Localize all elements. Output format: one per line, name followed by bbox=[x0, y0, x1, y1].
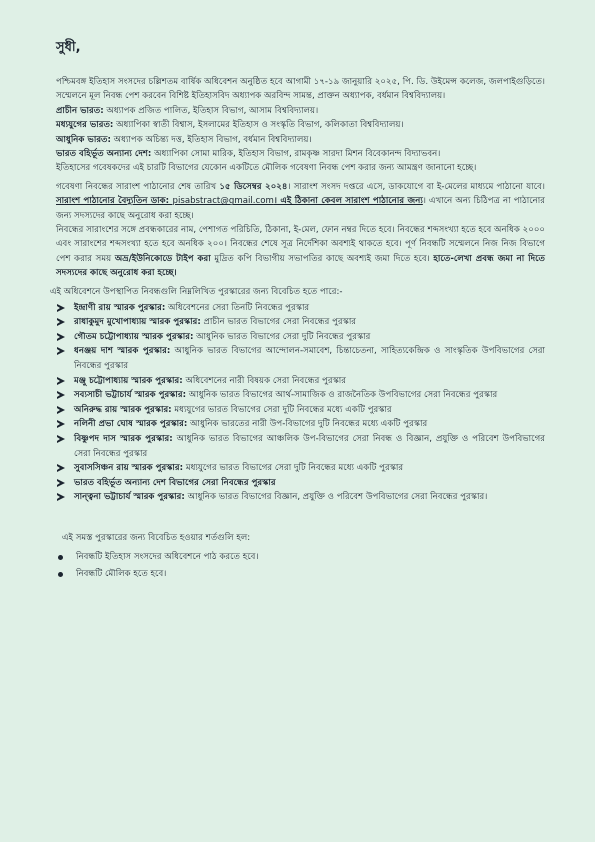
arrow-bullet-icon bbox=[57, 464, 65, 472]
guidelines-text: মুদ্রিত কপি বিভাগীয় সভাপতির কাছে অবশ্যই জমা দিতে হবে। bbox=[210, 253, 434, 264]
email-link[interactable]: pisabstract@gmail.com bbox=[172, 196, 274, 207]
awards-list bbox=[56, 301, 545, 505]
award-item bbox=[56, 432, 545, 461]
conditions-title: এই সমস্ত পুরস্কারের জন্য বিবেচিত হওয়ার শর্তগুলি হল: bbox=[62, 533, 251, 543]
award-item bbox=[56, 330, 545, 345]
invitation-text: ইতিহাসের গবেষকদের এই চারটি বিভাগের যেকোন একটিতে মৌলিক গবেষণা নিবন্ধ পেশ করার জন্য আমন্ত্রণ জানানো হচ্ছে। bbox=[56, 163, 477, 174]
abstract-paragraph bbox=[56, 180, 545, 223]
award-desc: প্রাচীন ভারত বিভাগের সেরা নিবন্ধের পুরস্কার bbox=[200, 317, 357, 328]
arrow-bullet-icon bbox=[57, 333, 65, 341]
section-medieval bbox=[56, 118, 545, 132]
award-item bbox=[56, 374, 545, 389]
abstract-text: । এখানে অন্য চিঠিপত্র না পাঠানোর জন্য সদস্যদের কাছে অনুরোধ করা হচ্ছে। bbox=[56, 196, 546, 221]
award-desc: অধিবেশনের নারী বিষয়ক সেরা নিবন্ধের পুরস্কার bbox=[182, 375, 347, 386]
award-name: ধনঞ্জয় দাশ স্মারক পুরস্কার: bbox=[74, 346, 171, 357]
award-item bbox=[56, 344, 545, 373]
award-name: সুবাসসিঞ্চন রায় স্মারক পুরস্কার: bbox=[74, 463, 184, 474]
email-note: । এই ঠিকানা কেবল সারাংশ পাঠানোর জন্য bbox=[273, 196, 423, 207]
arrow-bullet-icon bbox=[57, 391, 65, 399]
condition-item bbox=[56, 549, 545, 566]
handwritten-notice: হাতে-লেখা প্রবন্ধ জমা না দিতে সদস্যদের কাছে অনুরোধ করা হচ্ছে। bbox=[56, 253, 546, 279]
award-desc: আধুনিক ভারত বিভাগের বিজ্ঞান, প্রযুক্তি ও পরিবেশ উপবিভাগের সেরা নিবন্ধের পুরস্কার। bbox=[184, 492, 488, 503]
section-chair: অধ্যাপিকা সোমা মারিক, ইতিহাস বিভাগ, রামকৃষ্ণ সারদা মিশন বিবেকানন্দ বিদ্যাভবন। bbox=[151, 149, 441, 160]
arrow-bullet-icon bbox=[57, 406, 65, 414]
award-item bbox=[56, 403, 545, 418]
condition-text: নিবন্ধটি ইতিহাস সংসদের অধিবেশনে পাঠ করতে হবে। bbox=[76, 552, 259, 562]
bullet-dot-icon bbox=[58, 572, 63, 577]
condition-text: নিবন্ধটি মৌলিক হতে হবে। bbox=[76, 569, 167, 579]
arrow-bullet-icon bbox=[57, 435, 65, 443]
award-name: সব্যসাচী ভট্টাচার্য স্মারক পুরস্কার: bbox=[74, 390, 187, 401]
section-ancient bbox=[56, 104, 545, 118]
abstract-text: । সারাংশ সংসদ দপ্তরে এসে, ডাকযোগে বা ই-মেলের মাধ্যমে পাঠানো যাবে। bbox=[287, 181, 545, 192]
abstract-text: গবেষণা নিবন্ধের সারাংশ পাঠানোর শেষ তারিখ bbox=[56, 181, 220, 192]
award-desc: আধুনিক ভারত বিভাগের আর্থ-সামাজিক ও রাজনৈতিক উপবিভাগের সেরা নিবন্ধের পুরস্কার bbox=[186, 390, 498, 401]
award-item bbox=[56, 476, 545, 491]
award-name: রাধাকুমুদ মুখোপাধ্যায় স্মারক পুরস্কার: bbox=[74, 317, 201, 328]
section-label: প্রাচীন ভারত: bbox=[56, 105, 104, 116]
award-desc: মধ্যযুগের ভারত বিভাগের সেরা দুটি নিবন্ধের মধ্যে একটি পুরস্কার bbox=[171, 404, 392, 415]
conditions-list bbox=[56, 549, 545, 583]
section-other-countries bbox=[56, 147, 545, 161]
award-name: অনিরুদ্ধ রায় স্মারক পুরস্কার: bbox=[74, 404, 172, 415]
salutation: সুধী, bbox=[56, 40, 81, 55]
section-label: মধ্যযুগের ভারত: bbox=[56, 120, 114, 131]
section-chair: অধ্যাপক অচিন্ত্য দত্ত, ইতিহাস বিভাগ, বর্ধমান বিশ্ববিদ্যালয়। bbox=[110, 134, 312, 145]
section-chair: অধ্যাপিকা স্বাতী বিশ্বাস, ইসলামের ইতিহাস ও সংস্কৃতি বিভাগ, কলিকাতা বিশ্ববিদ্যালয়। bbox=[113, 120, 404, 131]
award-name: ইন্দ্রাণী রায় স্মারক পুরস্কার: bbox=[74, 302, 166, 313]
arrow-bullet-icon bbox=[57, 377, 65, 385]
guidelines-text: নিবন্ধের সারাংশের সঙ্গে প্রবন্ধকারের নাম, পেশাগত পরিচিতি, ঠিকানা, ই-মেল, ফোন নম্বর দিতে হবে। নিবন্ধের শব্দসংখ্যা হতে হবে অনধিক ২০০০ এবং সারাংশের শব্দসংখ্যা হতে হবে অনধিক ২০০। নিবন্ধের শেষে সূত্র নির্দেশিকা অবশ্যই থাকতে হবে। পূর্ণ নিবন্ধটি সম্মেলনে নিজ নিজ বিভাগে পেশ করার সময় bbox=[56, 225, 545, 264]
typing-requirement: অভ্র/ইউনিকোডে টাইপ করা bbox=[114, 253, 211, 264]
award-item bbox=[56, 417, 545, 432]
intro-paragraph: পশ্চিমবঙ্গ ইতিহাস সংসদের চল্লিশতম বার্ষিক অধিবেশন অনুষ্ঠিত হবে আগামী ১৭-১৯ জানুয়ারি ২০২৫, পি. ডি. উইমেন্স কলেজ, জলপাইগুড়িতে। সম্মেলনে মূল নিবন্ধ পেশ করবেন বিশিষ্ট ইতিহাসবিদ অধ্যাপক অরবিন্দ সামন্ত, প্রাক্তন অধ্যাপক, বর্ধমান বিশ্ববিদ্যালয়। bbox=[56, 77, 545, 102]
arrow-bullet-icon bbox=[57, 420, 65, 428]
section-label: আধুনিক ভারত: bbox=[56, 134, 111, 145]
arrow-bullet-icon bbox=[57, 318, 65, 326]
award-item bbox=[56, 461, 545, 476]
section-modern bbox=[56, 133, 545, 147]
award-item bbox=[56, 301, 545, 316]
abstract-deadline: ১৫ ডিসেম্বর ২০২৪ bbox=[219, 181, 288, 192]
award-name: গৌতম চট্টোপাধ্যায় স্মারক পুরস্কার: bbox=[74, 331, 194, 342]
award-name: সান্ত্বনা ভট্টাচার্য স্মারক পুরস্কার: bbox=[74, 492, 185, 503]
guidelines-paragraph bbox=[56, 223, 545, 281]
condition-item bbox=[56, 566, 545, 583]
award-name: ভারত বহির্ভূত অন্যান্য দেশ বিভাগের সেরা নিবন্ধের পুরস্কার bbox=[74, 477, 276, 488]
award-desc: আধুনিক ভারতের নারী উপ-বিভাগের দুটি নিবন্ধের মধ্যে একটি পুরস্কার bbox=[187, 419, 428, 430]
arrow-bullet-icon bbox=[57, 493, 65, 501]
award-desc: অধিবেশনের সেরা তিনটি নিবন্ধের পুরস্কার bbox=[165, 302, 310, 313]
award-desc: আধুনিক ভারত বিভাগের সেরা দুটি নিবন্ধের পুরস্কার bbox=[193, 331, 371, 342]
award-desc: আধুনিক ভারত বিভাগের আন্দোলন-সমাবেশ, চিন্তাচেতনা, সাহিত্যকেন্দ্রিক ও সাংস্কৃতিক উপবিভাগের সেরা নিবন্ধের পুরস্কার bbox=[74, 346, 545, 372]
award-desc: আধুনিক ভারত বিভাগের আঞ্চলিক উপ-বিভাগের সেরা নিবন্ধ ও বিজ্ঞান, প্রযুক্তি ও পরিবেশ উপবিভাগের সেরা নিবন্ধের পুরস্কার bbox=[74, 434, 545, 459]
arrow-bullet-icon bbox=[57, 347, 65, 355]
award-item bbox=[56, 490, 545, 505]
arrow-bullet-icon bbox=[57, 304, 65, 312]
award-item bbox=[56, 315, 545, 330]
section-label: ভারত বহির্ভূত অন্যান্য দেশ: bbox=[56, 149, 152, 160]
section-chair: অধ্যাপক প্রজিত পালিত, ইতিহাস বিভাগ, আসাম বিশ্ববিদ্যালয়। bbox=[103, 105, 319, 116]
bullet-dot-icon bbox=[58, 555, 63, 560]
award-item bbox=[56, 388, 545, 403]
award-name: মঞ্জু চট্টোপাধ্যায় স্মারক পুরস্কার: bbox=[74, 375, 183, 386]
awards-intro: এই অধিবেশনে উপস্থাপিত নিবন্ধগুলি নিম্নলিখিত পুরস্কারের জন্য বিবেচিত হতে পারে:- bbox=[50, 286, 343, 297]
arrow-bullet-icon bbox=[57, 479, 65, 487]
award-name: নলিনী প্রভা ঘোষ স্মারক পুরস্কার: bbox=[74, 419, 188, 430]
email-label: সারাংশ পাঠানোর বৈদ্যুতিন ডাক: bbox=[56, 196, 173, 207]
award-desc: মধ্যযুগের ভারত বিভাগের সেরা দুটি নিবন্ধের মধ্যে একটি পুরস্কার bbox=[183, 463, 404, 474]
award-name: বিষ্ণুপদ দাস স্মারক পুরস্কার: bbox=[74, 434, 173, 445]
